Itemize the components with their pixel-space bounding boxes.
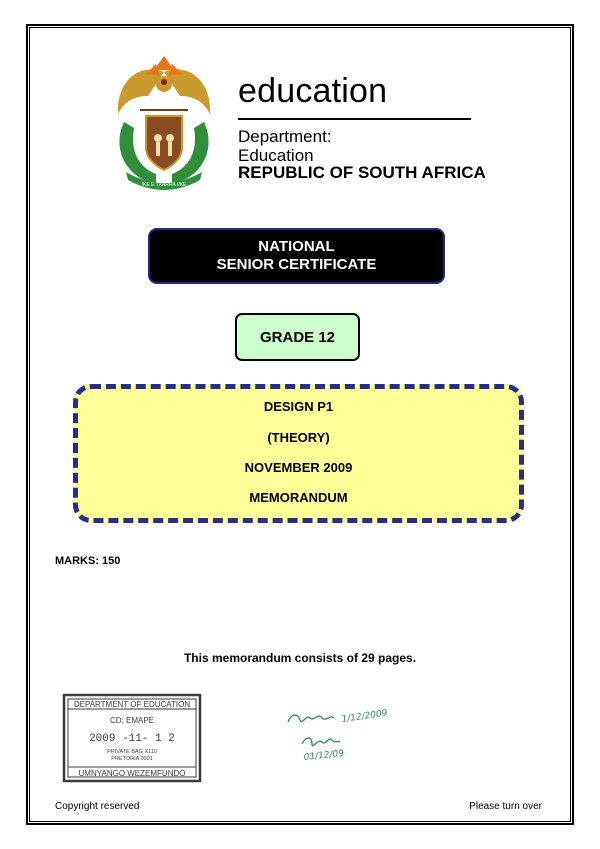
stamp-line2: CD: EMAPE [109, 716, 155, 725]
crest-motto: !KE E: /XARRA //KE [141, 182, 187, 188]
department-stamp [62, 693, 202, 783]
certificate-title-line2: SENIOR CERTIFICATE [216, 256, 377, 273]
stamp-date: 2009 -11- 1 2 [89, 733, 175, 745]
exam-session: NOVEMBER 2009 [244, 460, 353, 475]
marks-total: MARKS: 150 [55, 555, 121, 567]
stamp-line4: PRIVATE BAG X110 [107, 749, 157, 755]
logo-wordmark: education [238, 72, 388, 110]
stamp-line1: DEPARTMENT OF EDUCATION [73, 700, 191, 709]
certificate-title-line1: NATIONAL [258, 238, 335, 255]
country-name: REPUBLIC OF SOUTH AFRICA [238, 163, 486, 182]
turn-over-notice: Please turn over [469, 801, 542, 812]
subject-type: (THEORY) [267, 430, 330, 445]
subject-paper: DESIGN P1 [263, 399, 334, 414]
wordmark-underline [238, 118, 471, 120]
signature-date2: 01/12/09 [303, 748, 345, 763]
stamp-line6: UMNYANGO WEZEMFUNDO [78, 769, 186, 778]
certificate-title-box [148, 228, 445, 284]
department-name: Education [238, 146, 314, 165]
grade-box [235, 313, 360, 361]
signature-handwriting [282, 700, 392, 772]
department-label: Department: [238, 127, 332, 146]
stamp-line5: PRETORIA 0001 [111, 756, 153, 762]
document-type: MEMORANDUM [249, 490, 348, 505]
page-count-note: This memorandum consists of 29 pages. [183, 651, 417, 665]
grade-label: GRADE 12 [259, 328, 336, 346]
coat-of-arms-icon [104, 52, 224, 192]
subject-box [73, 384, 524, 523]
copyright-notice: Copyright reserved [55, 801, 140, 812]
signature-date1: 1/12/2009 [341, 708, 389, 725]
